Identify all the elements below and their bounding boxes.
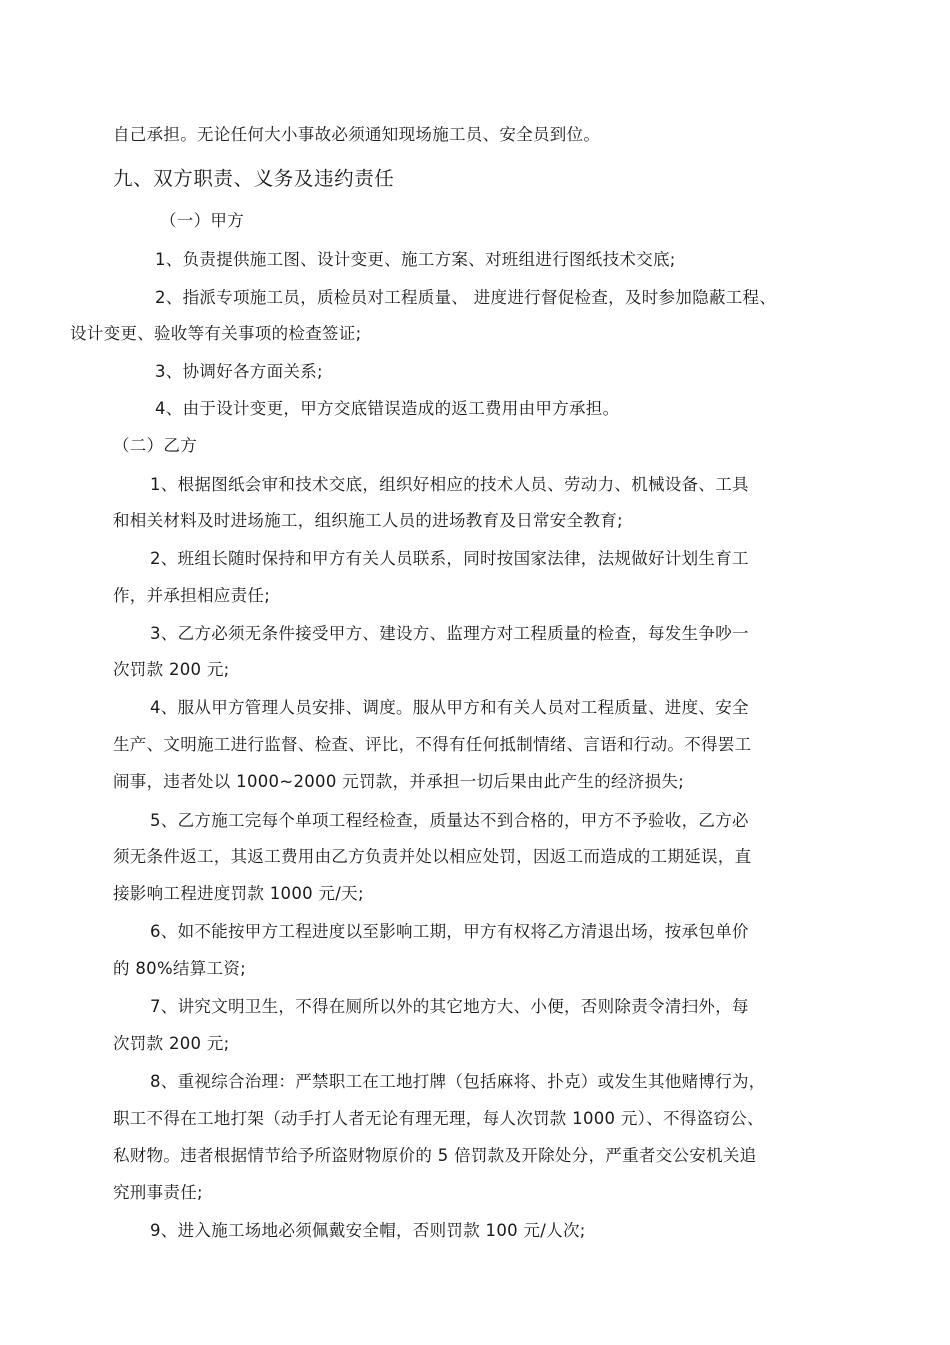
clause-b-1-cont: 和相关材料及时进场施工，组织施工人员的进场教育及日常安全教育; <box>113 511 623 530</box>
clause-b-6-cont: 的 80%结算工资; <box>113 959 246 978</box>
clause-b-1: 1、根据图纸会审和技术交底，组织好相应的技术人员、劳动力、机械设备、工具 <box>150 475 749 494</box>
body-line-continuation: 自己承担。无论任何大小事故必须通知现场施工员、安全员到位。 <box>113 125 601 144</box>
clause-b-3-cont: 次罚款 200 元; <box>113 660 230 679</box>
clause-a-1: 1、负责提供施工图、设计变更、施工方案、对班组进行图纸技术交底; <box>155 250 676 269</box>
clause-b-8: 8、重视综合治理：严禁职工在工地打牌（包括麻将、扑克）或发生其他赌博行为， <box>150 1072 766 1091</box>
subsection-heading-party-b: （二）乙方 <box>113 436 197 455</box>
clause-b-9: 9、进入施工场地必须佩戴安全帽，否则罚款 100 元/人次; <box>150 1221 586 1240</box>
clause-a-2: 2、指派专项施工员，质检员对工程质量、 进度进行督促检查，及时参加隐蔽工程、 <box>155 288 777 307</box>
clause-b-5-cont-1: 须无条件返工，其返工费用由乙方负责并处以相应处罚，因返工而造成的工期延误，直 <box>113 847 752 866</box>
clause-b-3: 3、乙方必须无条件接受甲方、建设方、监理方对工程质量的检查，每发生争吵一 <box>150 624 749 643</box>
clause-b-4: 4、服从甲方管理人员安排、调度。服从甲方和有关人员对工程质量、进度、安全 <box>150 698 749 717</box>
clause-b-5: 5、乙方施工完每个单项工程经检查，质量达不到合格的，甲方不予验收，乙方必 <box>150 811 749 830</box>
clause-b-4-cont-2: 闹事，违者处以 1000~2000 元罚款，并承担一切后果由此产生的经济损失; <box>113 772 685 791</box>
clause-b-7: 7、讲究文明卫生，不得在厕所以外的其它地方大、小便，否则除责令清扫外，每 <box>150 997 749 1016</box>
subsection-heading-party-a: （一）甲方 <box>160 211 244 230</box>
clause-b-7-cont: 次罚款 200 元; <box>113 1034 230 1053</box>
clause-b-2: 2、班组长随时保持和甲方有关人员联系，同时按国家法律，法规做好计划生育工 <box>150 549 749 568</box>
clause-b-5-cont-2: 接影响工程进度罚款 1000 元/天; <box>113 884 364 903</box>
clause-b-8-cont-1: 职工不得在工地打架（动手打人者无论有理无理，每人次罚款 1000 元）、不得盗窃公、 <box>113 1109 764 1128</box>
clause-b-4-cont-1: 生产、文明施工进行监督、检查、评比，不得有任何抵制情绪、言语和行动。不得罢工 <box>113 735 752 754</box>
clause-b-8-cont-2: 私财物。违者根据情节给予所盗财物原价的 5 倍罚款及开除处分，严重者交公安机关追 <box>113 1146 757 1165</box>
clause-a-2-cont: 设计变更、验收等有关事项的检查签证; <box>70 324 362 343</box>
clause-b-2-cont: 作，并承担相应责任; <box>113 586 271 605</box>
clause-a-3: 3、协调好各方面关系; <box>155 362 323 381</box>
section-heading: 九、双方职责、义务及违约责任 <box>113 167 395 190</box>
clause-b-8-cont-3: 究刑事责任; <box>113 1183 203 1202</box>
clause-a-4: 4、由于设计变更，甲方交底错误造成的返工费用由甲方承担。 <box>155 399 620 418</box>
clause-b-6: 6、如不能按甲方工程进度以至影响工期，甲方有权将乙方清退出场，按承包单价 <box>150 922 749 941</box>
